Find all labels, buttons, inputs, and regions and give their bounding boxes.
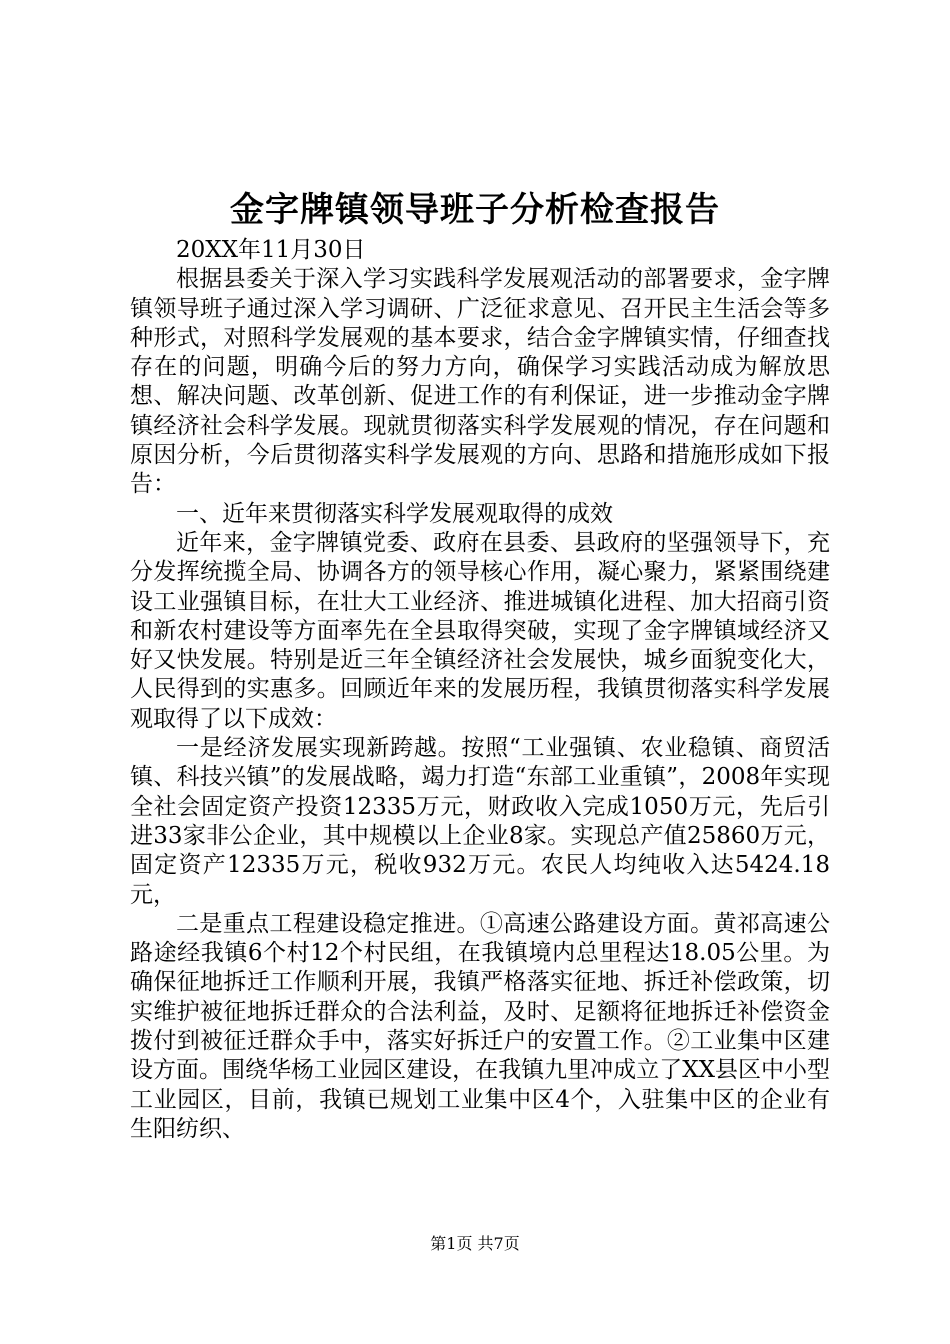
paragraph-achievements: 近年来，金字牌镇党委、政府在县委、县政府的坚强领导下，充分发挥统揽全局、协调各方的领导核心作用，凝心聚力，紧紧围绕建设工业强镇目标，在壮大工业经济、推进城镇化进程、加大招商引资和新农村建设等方面率先在全县取得突破，实现了金字牌镇域经济又好又快发展。特别是近三年全镇经济社会发展快，城乡面貌变化大，人民得到的实惠多。回顾近年来的发展历程，我镇贯彻落实科学发展观取得了以下成效： (130, 529, 830, 732)
paragraph-economy: 一是经济发展实现新跨越。按照“工业强镇、农业稳镇、商贸活镇、科技兴镇”的发展战略，竭力打造“东部工业重镇”，2008年实现全社会固定资产投资12335万元，财政收入完成1050万元，先后引进33家非公企业，其中规模以上企业8家。实现总产值25860万元，固定资产12335万元，税收932万元。农民人均纯收入达5424.18元， (130, 735, 830, 908)
page-footer: 第1页 共7页 (430, 1234, 520, 1253)
paragraph-key-projects: 二是重点工程建设稳定推进。①高速公路建设方面。黄祁高速公路途经我镇6个村12个村民组，在我镇境内总里程达18.05公里。为确保征地拆迁工作顺利开展，我镇严格落实征地、拆迁补偿政策，切实维护被征地拆迁群众的合法利益，及时、足额将征地拆迁补偿资金拨付到被征迁群众手中，落实好拆迁户的安置工作。②工业集中区建设方面。围绕华杨工业园区建设，在我镇九里冲成立了XX县区中小型工业园区，目前，我镇已规划工业集中区4个，入驻集中区的企业有生阳纺织、 (130, 910, 830, 1142)
document-body (130, 236, 830, 1144)
paragraph-intro: 根据县委关于深入学习实践科学发展观活动的部署要求，金字牌镇领导班子通过深入学习调研、广泛征求意见、召开民主生活会等多种形式，对照科学发展观的基本要求，结合金字牌镇实情，仔细查找存在的问题，明确今后的努力方向，确保学习实践活动成为解放思想、解决问题、改革创新、促进工作的有利保证，进一步推动金字牌镇经济社会科学发展。现就贯彻落实科学发展观的情况，存在问题和原因分析，今后贯彻落实科学发展观的方向、思路和措施形成如下报告： (130, 266, 830, 498)
document-date: 20XX年11月30日 (176, 237, 366, 263)
document-title: 金字牌镇领导班子分析检查报告 (230, 190, 720, 230)
section-heading-1: 一、近年来贯彻落实科学发展观取得的成效 (176, 500, 613, 527)
